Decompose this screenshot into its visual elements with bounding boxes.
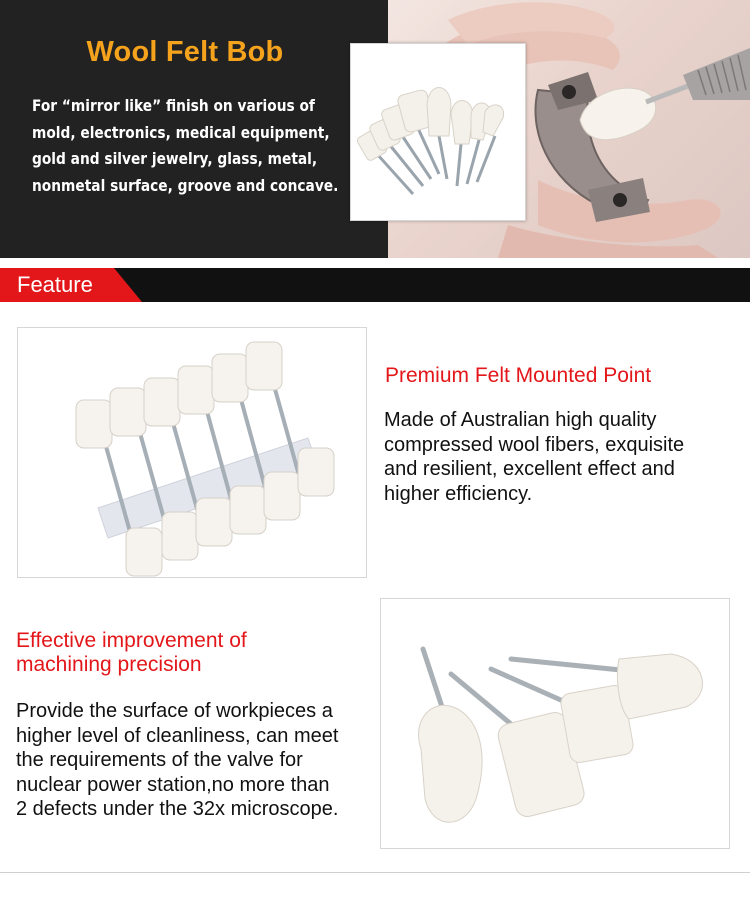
section1-body — [384, 408, 684, 506]
bottom-divider — [0, 872, 750, 873]
felt-cylinder-set-photo — [17, 327, 367, 578]
section2-heading-line: Effective improvement of — [16, 629, 247, 652]
section1-body-line: compressed wool fibers, exquisite — [384, 433, 685, 456]
section1-body-line: Made of Australian high quality — [384, 409, 657, 431]
hero-banner — [0, 0, 750, 258]
hero-description-line: mold, electronics, medical equipment, — [32, 122, 330, 142]
feature-label: Feature — [17, 272, 93, 297]
felt-bob-set-photo — [350, 43, 526, 221]
hero-description-line: nonmetal surface, groove and concave. — [32, 175, 339, 195]
hero-description — [32, 93, 339, 199]
section2-heading — [16, 629, 247, 677]
section2-body-line: the requirements of the valve for — [16, 749, 303, 771]
hero-title: Wool Felt Bob — [86, 36, 284, 68]
section2-heading-line: machining precision — [16, 653, 202, 676]
section2-body-line: Provide the surface of workpieces a — [16, 700, 333, 722]
felt-bob-shapes-photo — [380, 598, 730, 849]
section2-body-line: higher level of cleanliness, can meet — [16, 724, 339, 747]
section1-body-line: higher efficiency. — [384, 482, 533, 505]
hero-description-line: gold and silver jewelry, glass, metal, — [32, 149, 318, 168]
section2-body — [16, 699, 338, 822]
section2-body-line: nuclear power station,no more than — [16, 773, 330, 796]
section1-body-line: and resilient, excellent effect and — [384, 458, 675, 480]
feature-banner — [0, 268, 750, 302]
section2-body-line: 2 defects under the 32x microscope. — [16, 798, 339, 820]
section1-heading: Premium Felt Mounted Point — [385, 364, 652, 387]
hero-description-line: For “mirror like” finish on various of — [32, 96, 315, 115]
